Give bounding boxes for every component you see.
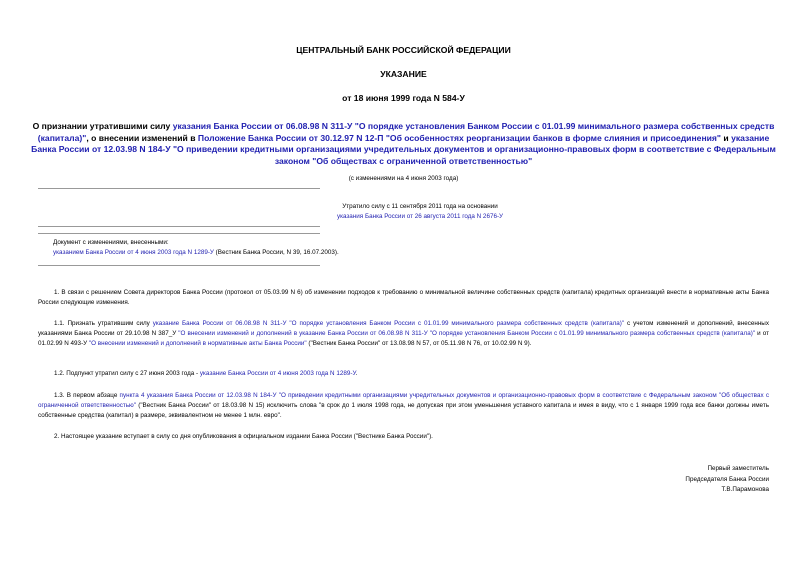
p11-text-c: и от 01.02.99 N 493-У [38,330,769,347]
paragraph-1: 1. В связи с решением Совета директоров Банка России (протокол от 05.03.99 N 6) об изменении подходов к требованию о минимальной величине собственных средств (капитала) кредитных организаций внести в нормативные акты Банка России следующие изменения. [38,289,769,306]
changes-suffix: (Вестник Банка России, N 39, 16.07.2003). [213,249,339,256]
divider [38,233,320,234]
changes-label: Документ с изменениями, внесенными: [53,239,169,246]
signature-name: Т.В.Парамонова [721,486,769,493]
lost-force-text: Утратило силу с 11 сентября 2011 года на основании [342,203,498,210]
changes-block [53,238,339,258]
signature-line-2: Председателя Банка России [685,475,769,483]
p13-text-b: ("Вестник Банка России" от 18.03.98 N 15) исключить слова "в срок до 1 июля 1998 года, не допуская при этом уменьшения уставного капитала и имея в виду, что с 1 января 1999 года все банки должны иметь собственные средства (капитал) в размере, эквивалентном не менее 1 млн. евро". [38,402,769,419]
p12-text-a: 1.2. Подпункт утратил силу с 27 июня 2003 года - [54,370,200,377]
signature-line-1: Первый заместитель [707,465,769,472]
document-title [30,121,777,167]
p13-link[interactable]: пункта 4 указания Банка России от 12.03.98 N 184-У "О приведении кредитными организациями учредительных документов и организационно-правовых форм в соответствие с Федеральным законом "Об обществах с ограниченной ответственностью" [38,392,769,409]
amended-note: (с изменениями на 4 июня 2003 года) [348,175,459,182]
paragraph-1-2 [38,369,769,379]
p11-text-b: с учетом изменений и дополнений, внесенных указаниями Банка России от 29.10.98 N 387_У [38,320,769,337]
p13-text-a: 1.3. В первом абзаце [54,392,120,399]
org-heading: ЦЕНТРАЛЬНЫЙ БАНК РОССИЙСКОЙ ФЕДЕРАЦИИ [296,45,511,55]
signature-block [685,464,769,496]
p12-text-b: . [355,370,358,377]
title-text-1: О признании утратившими силу [32,121,173,131]
p11-link-1[interactable]: указание Банка России от 06.08.98 N 311-У "О порядке установления Банком России с 01.01.99 минимального размера собственных средств (капитала)" [152,320,625,327]
p11-text-d: ("Вестник Банка России" от 13.08.98 N 57, от 05.11.98 N 76, от 10.02.99 N 9). [306,340,532,347]
doc-type-heading: УКАЗАНИЕ [380,69,427,79]
date-number-heading: от 18 июня 1999 года N 584-У [342,93,465,103]
title-link-order-311u[interactable]: указания Банка России от 06.08.98 N 311-У "О порядке установления Банком России с 01.01.99 минимального размера собственных средств (капитала)" [37,121,775,143]
lost-force-link[interactable]: указания Банка России от 26 августа 2011 года N 2676-У [336,213,504,220]
paragraph-1-3 [38,391,769,421]
p11-link-2[interactable]: "О внесении изменений и дополнений в указание Банка России от 06.08.98 N 311-У "О порядке установления Банком России с 01.01.99 минимального размера собственных средств (капитала)" [178,330,756,337]
p12-link[interactable]: указание Банка России от 4 июня 2003 года N 1289-У [199,370,356,377]
changes-link[interactable]: указанием Банка России от 4 июня 2003 года N 1289-У [53,249,214,256]
divider [38,226,320,227]
title-text-3: и [721,132,732,143]
p11-text-a: 1.1. Признать утратившим силу [54,320,153,327]
divider [38,265,320,266]
title-link-order-184u[interactable]: указание Банка России от 12.03.98 N 184-У "О приведении кредитными организациями учредительных документов и организационно-правовых форм в соответствие с Федеральным законом "Об обществах с ограниченной ответственностью" [31,132,776,166]
changes-line [53,248,339,258]
p11-link-3[interactable]: "О внесении изменений и дополнений в нормативные акты Банка России" [88,340,307,347]
paragraph-1-1 [38,319,769,349]
title-link-regulation-12p[interactable]: Положение Банка России от 30.12.97 N 12-П "Об особенностях реорганизации банков в форме слияния и присоединения" [197,132,722,143]
paragraph-2: 2. Настоящее указание вступает в силу со дня опубликования в официальном издании Банка России ("Вестнике Банка России"). [54,433,433,440]
lost-force-block [260,202,580,222]
title-text-2: , о внесении изменений в [86,132,198,143]
divider [38,188,320,189]
